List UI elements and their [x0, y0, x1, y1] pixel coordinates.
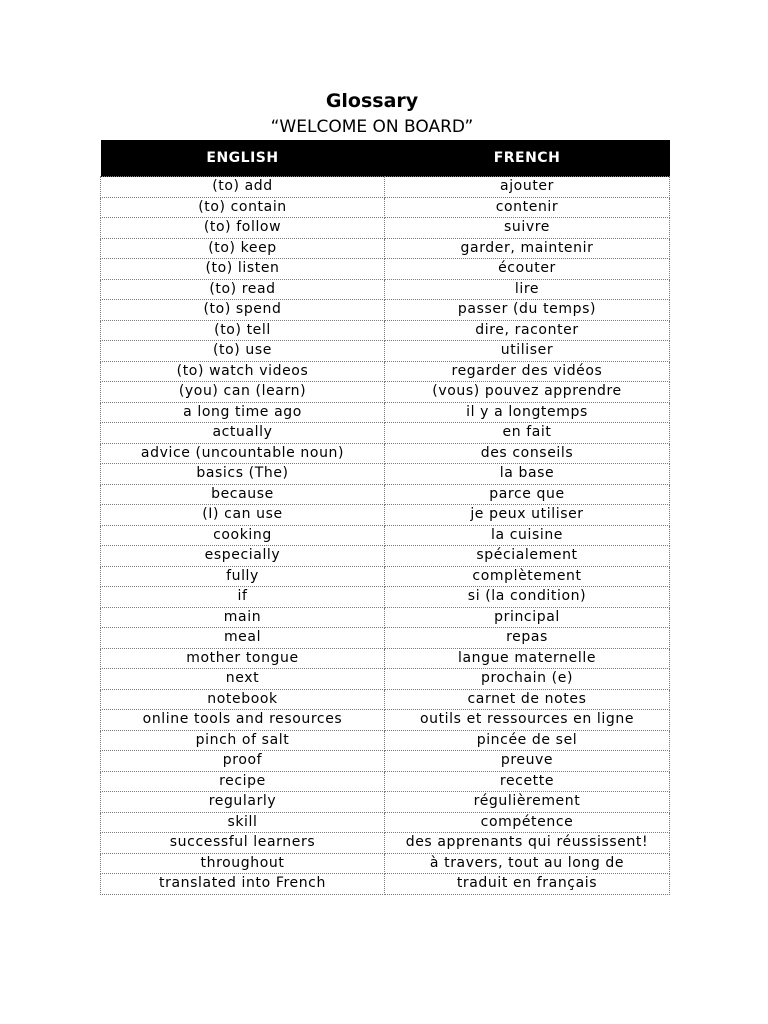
table-row: [101, 341, 670, 362]
english-term: (to) spend: [101, 300, 385, 321]
french-term: régulièrement: [385, 792, 670, 813]
french-term: passer (du temps): [385, 300, 670, 321]
french-term: complètement: [385, 566, 670, 587]
english-term: (to) tell: [101, 320, 385, 341]
french-term: spécialement: [385, 546, 670, 567]
english-term: proof: [101, 751, 385, 772]
table-row: [101, 566, 670, 587]
table-row: [101, 546, 670, 567]
french-term: il y a longtemps: [385, 402, 670, 423]
french-term: en fait: [385, 423, 670, 444]
english-term: (to) listen: [101, 259, 385, 280]
table-row: [101, 792, 670, 813]
english-term: pinch of salt: [101, 730, 385, 751]
column-header-french: FRENCH: [385, 140, 670, 177]
table-row: [101, 423, 670, 444]
table-row: [101, 197, 670, 218]
table-row: [101, 525, 670, 546]
table-row: [101, 874, 670, 895]
french-term: (vous) pouvez apprendre: [385, 382, 670, 403]
english-term: basics (The): [101, 464, 385, 485]
french-term: prochain (e): [385, 669, 670, 690]
english-term: if: [101, 587, 385, 608]
table-row: [101, 259, 670, 280]
french-term: outils et ressources en ligne: [385, 710, 670, 731]
french-term: compétence: [385, 812, 670, 833]
table-row: [101, 484, 670, 505]
french-term: ajouter: [385, 177, 670, 198]
french-term: utiliser: [385, 341, 670, 362]
french-term: recette: [385, 771, 670, 792]
french-term: repas: [385, 628, 670, 649]
french-term: garder, maintenir: [385, 238, 670, 259]
english-term: fully: [101, 566, 385, 587]
table-row: [101, 628, 670, 649]
page-title: Glossary: [325, 90, 419, 112]
english-term: (to) read: [101, 279, 385, 300]
french-term: preuve: [385, 751, 670, 772]
french-term: contenir: [385, 197, 670, 218]
english-term: translated into French: [101, 874, 385, 895]
page-subtitle: “WELCOME ON BOARD”: [270, 117, 474, 137]
french-term: suivre: [385, 218, 670, 239]
english-term: next: [101, 669, 385, 690]
english-term: (I) can use: [101, 505, 385, 526]
french-term: lire: [385, 279, 670, 300]
french-term: pincée de sel: [385, 730, 670, 751]
table-row: [101, 689, 670, 710]
french-term: principal: [385, 607, 670, 628]
table-row: [101, 279, 670, 300]
glossary-table: [100, 140, 670, 895]
table-row: [101, 730, 670, 751]
english-term: recipe: [101, 771, 385, 792]
french-term: parce que: [385, 484, 670, 505]
table-header-row: [101, 140, 670, 177]
table-row: [101, 443, 670, 464]
english-term: (to) add: [101, 177, 385, 198]
english-term: (to) watch videos: [101, 361, 385, 382]
table-row: [101, 402, 670, 423]
table-row: [101, 771, 670, 792]
table-row: [101, 300, 670, 321]
table-row: [101, 464, 670, 485]
english-term: (to) keep: [101, 238, 385, 259]
table-row: [101, 648, 670, 669]
french-term: écouter: [385, 259, 670, 280]
table-row: [101, 607, 670, 628]
french-term: dire, raconter: [385, 320, 670, 341]
french-term: je peux utiliser: [385, 505, 670, 526]
french-term: des conseils: [385, 443, 670, 464]
english-term: meal: [101, 628, 385, 649]
english-term: (to) contain: [101, 197, 385, 218]
table-row: [101, 812, 670, 833]
table-row: [101, 361, 670, 382]
table-row: [101, 177, 670, 198]
english-term: a long time ago: [101, 402, 385, 423]
table-row: [101, 218, 670, 239]
table-row: [101, 669, 670, 690]
table-row: [101, 587, 670, 608]
english-term: main: [101, 607, 385, 628]
english-term: mother tongue: [101, 648, 385, 669]
table-row: [101, 320, 670, 341]
table-row: [101, 238, 670, 259]
english-term: notebook: [101, 689, 385, 710]
table-row: [101, 505, 670, 526]
french-term: si (la condition): [385, 587, 670, 608]
english-term: (to) use: [101, 341, 385, 362]
french-term: traduit en français: [385, 874, 670, 895]
french-term: langue maternelle: [385, 648, 670, 669]
english-term: throughout: [101, 853, 385, 874]
french-term: la cuisine: [385, 525, 670, 546]
english-term: cooking: [101, 525, 385, 546]
english-term: skill: [101, 812, 385, 833]
english-term: (you) can (learn): [101, 382, 385, 403]
french-term: à travers, tout au long de: [385, 853, 670, 874]
table-row: [101, 710, 670, 731]
glossary-body: [101, 177, 670, 895]
english-term: because: [101, 484, 385, 505]
english-term: advice (uncountable noun): [101, 443, 385, 464]
table-row: [101, 751, 670, 772]
english-term: online tools and resources: [101, 710, 385, 731]
french-term: regarder des vidéos: [385, 361, 670, 382]
english-term: actually: [101, 423, 385, 444]
english-term: (to) follow: [101, 218, 385, 239]
english-term: successful learners: [101, 833, 385, 854]
french-term: la base: [385, 464, 670, 485]
table-row: [101, 853, 670, 874]
french-term: carnet de notes: [385, 689, 670, 710]
english-term: especially: [101, 546, 385, 567]
table-row: [101, 833, 670, 854]
column-header-english: ENGLISH: [101, 140, 385, 177]
table-row: [101, 382, 670, 403]
english-term: regularly: [101, 792, 385, 813]
french-term: des apprenants qui réussissent!: [385, 833, 670, 854]
